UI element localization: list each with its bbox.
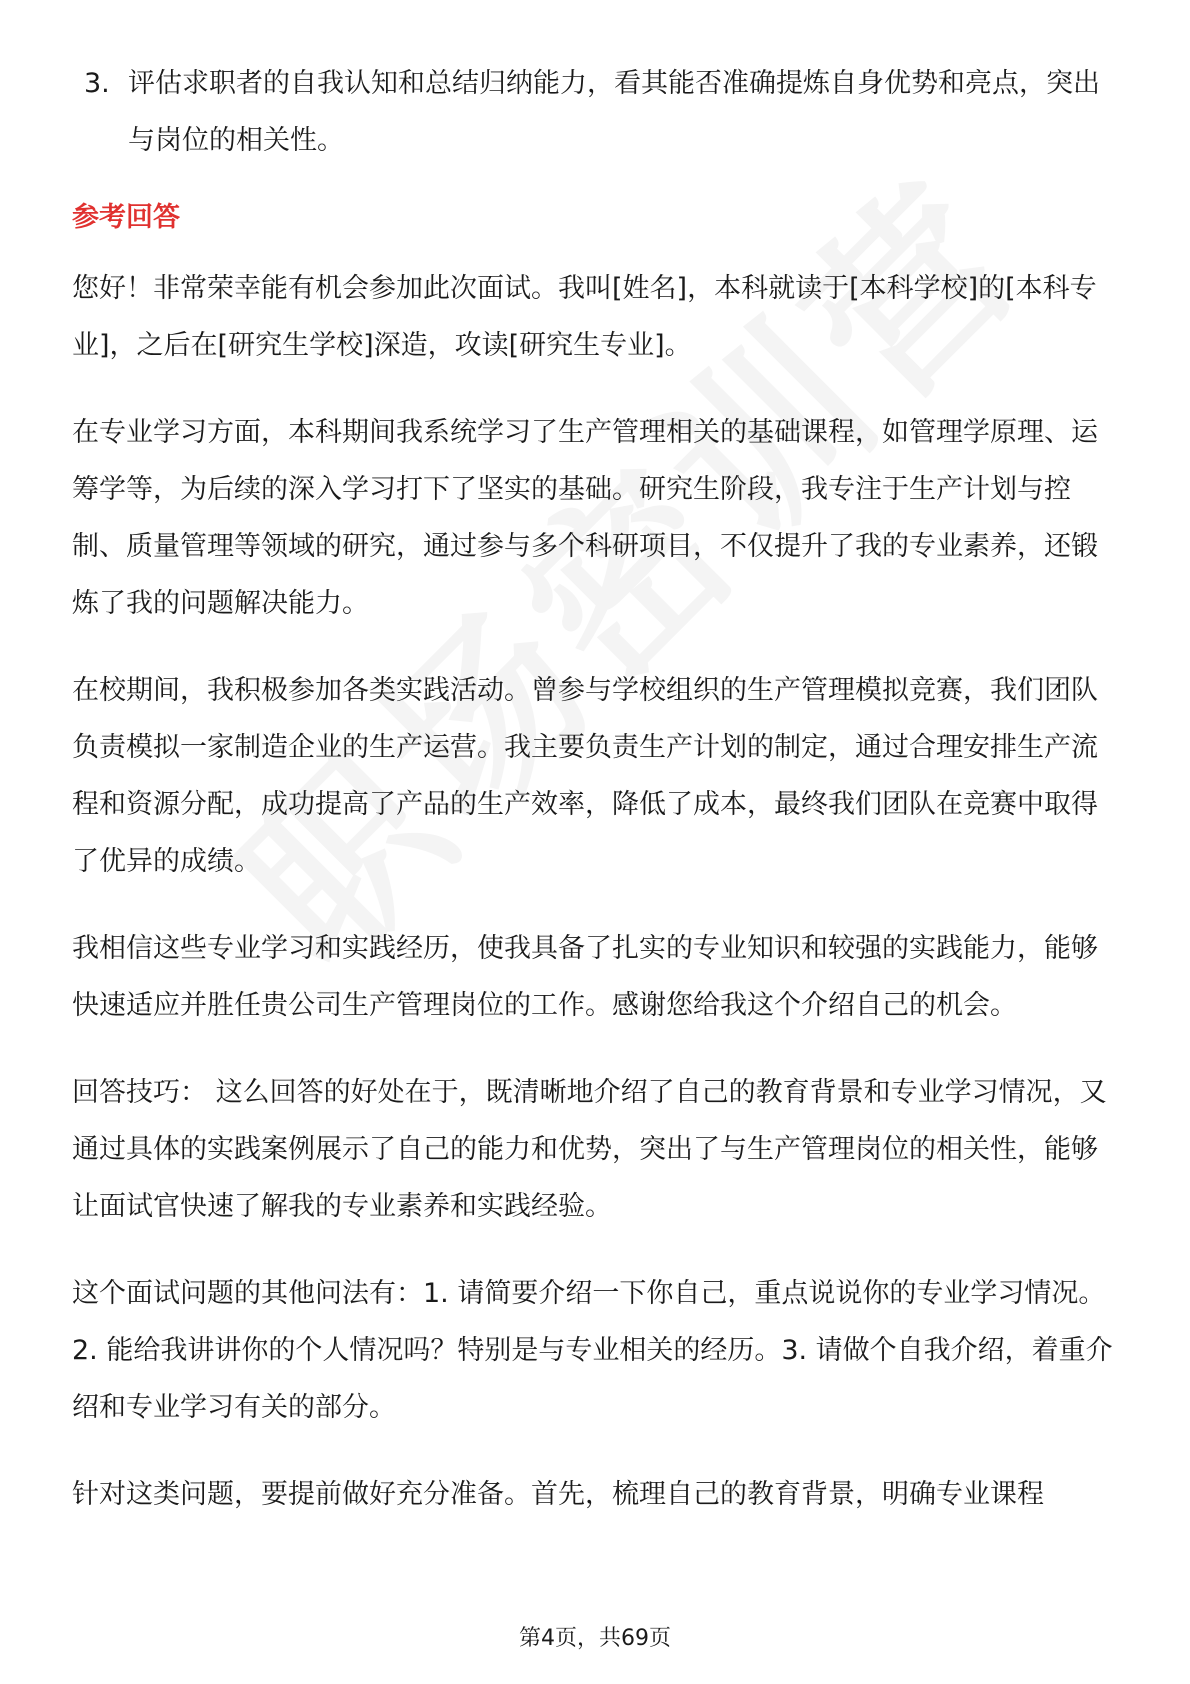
paragraph-alternatives: 这个面试问题的其他问法有：1. 请简要介绍一下你自己，重点说说你的专业学习情况。2. 能给我讲讲你的个人情况吗？特别是与专业相关的经历。3. 请做个自我介绍，着重介绍和专业学习有关的部分。 [72,1278,1113,1423]
paragraph-closing: 我相信这些专业学习和实践经历，使我具备了扎实的专业知识和较强的实践能力，能够快速适应并胜任贵公司生产管理岗位的工作。感谢您给我这个介绍自己的机会。 [72,933,1098,1021]
paragraph-tips: 回答技巧： 这么回答的好处在于，既清晰地介绍了自己的教育背景和专业学习情况，又通过具体的实践案例展示了自己的能力和优势，突出了与生产管理岗位的相关性，能够让面试官快速了解我的专业素养和实践经验。 [72,1077,1107,1222]
page-footer: 第4页，共69页 [519,1626,671,1651]
paragraph-preparation: 针对这类问题，要提前做好充分准备。首先，梳理自己的教育背景，明确专业课程 [72,1479,1044,1510]
list-text: 评估求职者的自我认知和总结归纳能力，看其能否准确提炼自身优势和亮点，突出与岗位的相关性。 [128,68,1100,156]
list-number: 3. [84,68,110,99]
list-item [84,55,1122,169]
paragraph-practice: 在校期间，我积极参加各类实践活动。曾参与学校组织的生产管理模拟竞赛，我们团队负责模拟一家制造企业的生产运营。我主要负责生产计划的制定，通过合理安排生产流程和资源分配，成功提高了产品的生产效率，降低了成本，最终我们团队在竞赛中取得了优异的成绩。 [72,675,1098,877]
page-content [72,55,1122,1553]
paragraph-intro: 您好！非常荣幸能有机会参加此次面试。我叫[姓名]，本科就读于[本科学校]的[本科专业]，之后在[研究生学校]深造，攻读[研究生专业]。 [72,273,1097,361]
paragraph-study: 在专业学习方面，本科期间我系统学习了生产管理相关的基础课程，如管理学原理、运筹学等，为后续的深入学习打下了坚实的基础。研究生阶段，我专注于生产计划与控制、质量管理等领域的研究，通过参与多个科研项目，不仅提升了我的专业素养，还锻炼了我的问题解决能力。 [72,417,1098,619]
section-title: 参考回答 [72,202,180,233]
